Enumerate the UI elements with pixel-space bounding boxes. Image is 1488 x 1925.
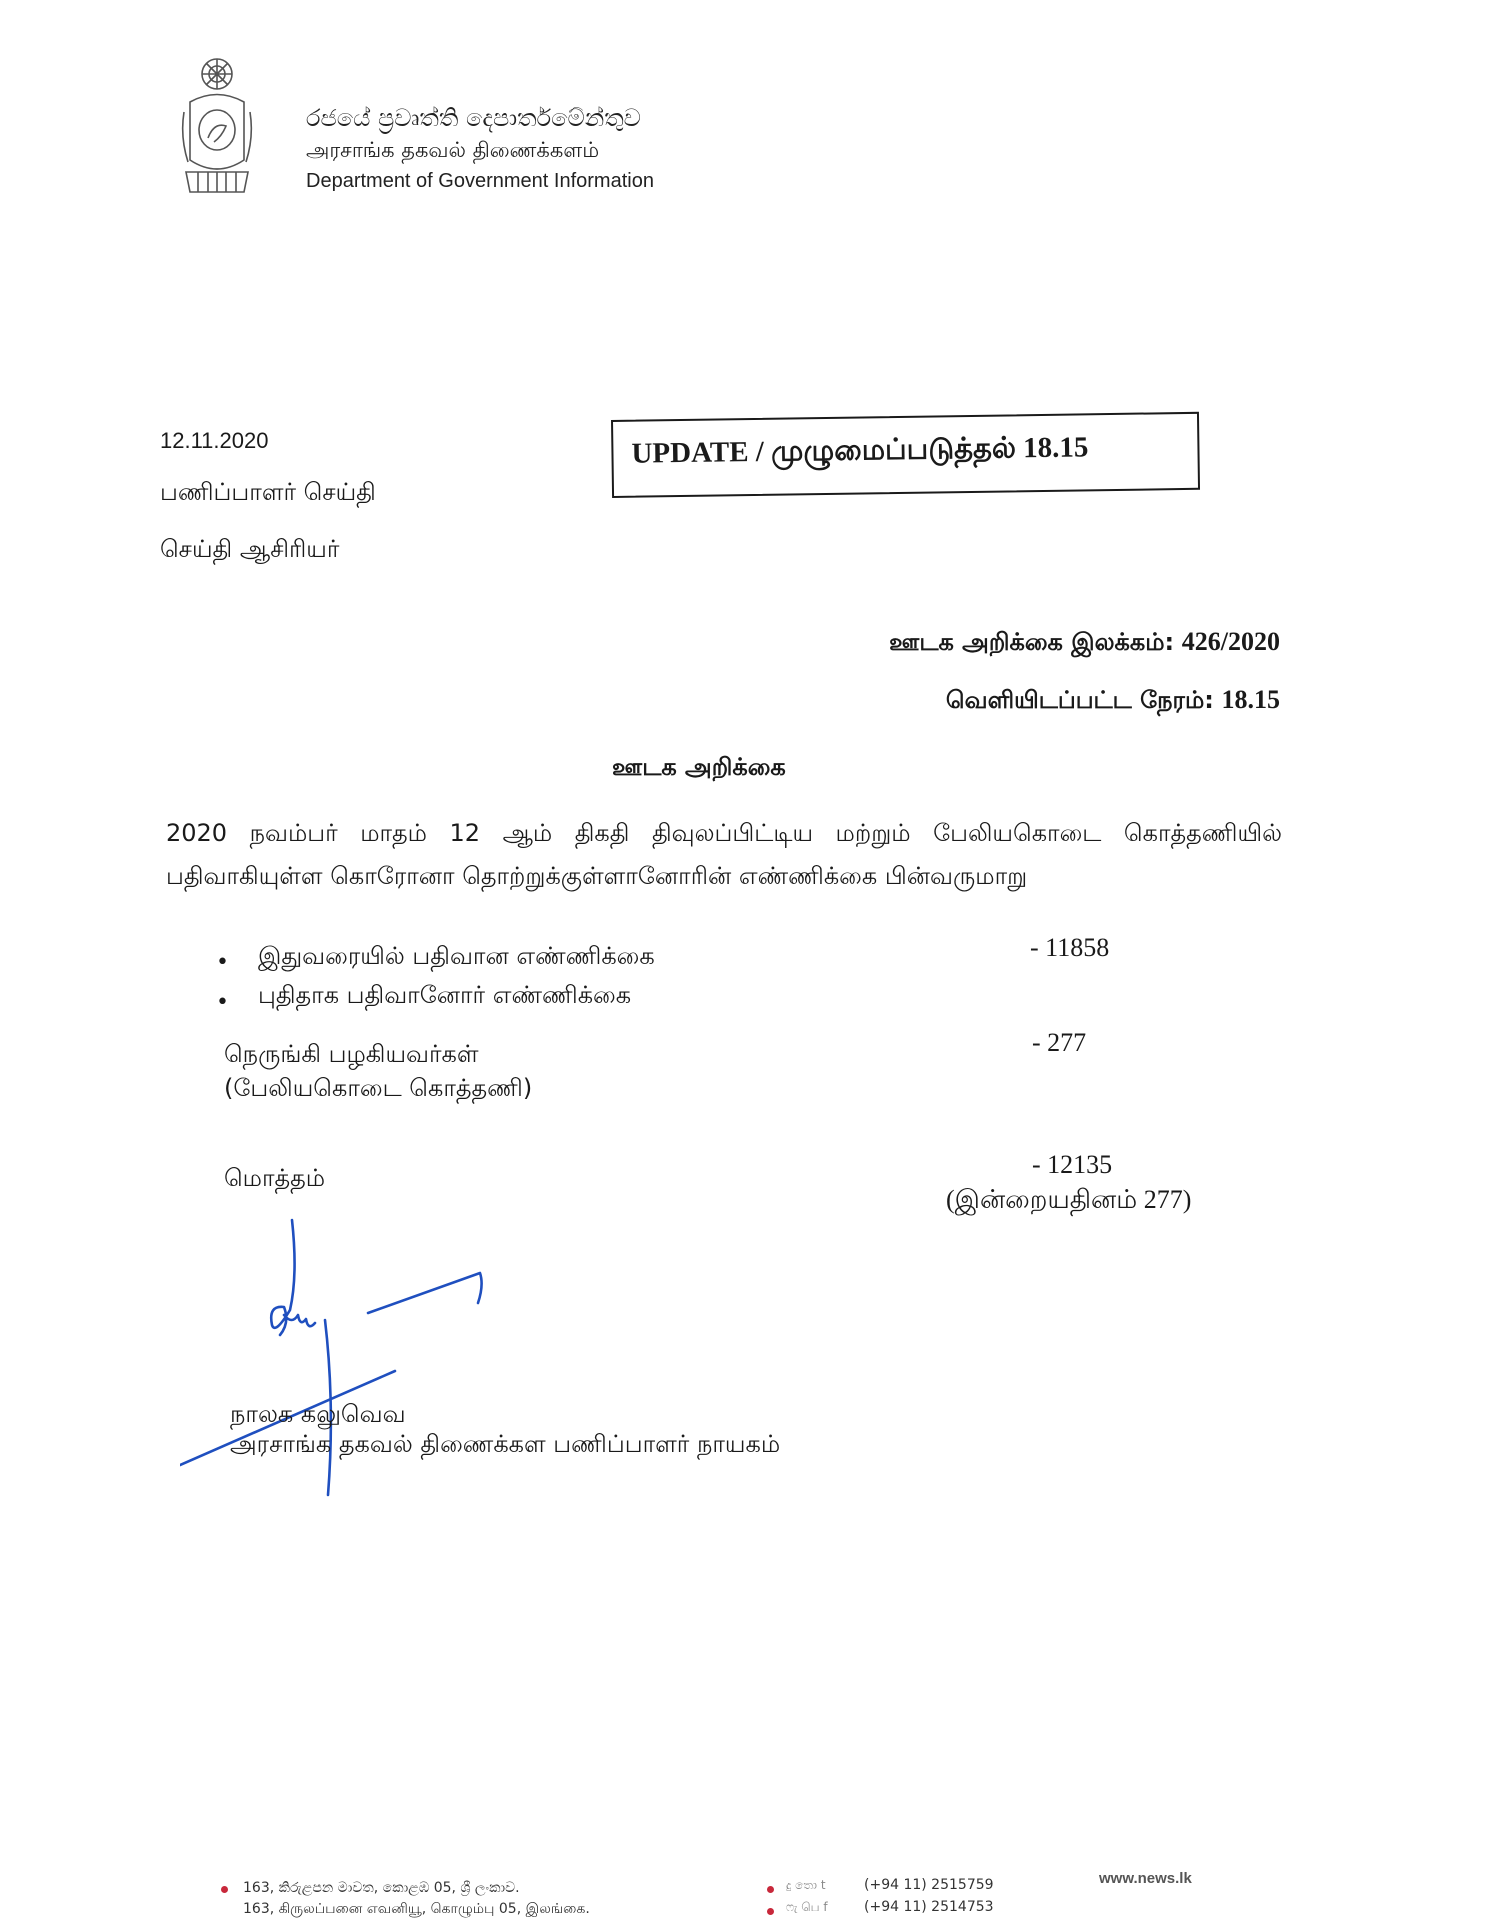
body-paragraph: 2020 நவம்பர் மாதம் 12 ஆம் திகதி திவுலப்பிட்டிய மற்றும் பேலியகொடை கொத்தணியில் பதிவாகியுள்ள கொரோனா தொற்றுக்குள்ளானோரின் எண்ணிக்கை பின்வருமாறு <box>166 819 1282 890</box>
footer-bullet-icon <box>767 1886 774 1893</box>
dept-name-english: Department of Government Information <box>306 170 654 192</box>
item-total-registered-value: - 11858 <box>1030 933 1110 962</box>
update-label: UPDATE / முழுமைப்படுத்தல் 18.15 <box>631 431 1089 470</box>
footer-bullet-icon <box>767 1908 774 1915</box>
dept-name-tamil: அரசாங்க தகவல் திணைக்களம் <box>306 138 600 162</box>
footer-address-sinhala: 163, කිරුළපන මාවත, කොළඹ 05, ශ්‍රී ලංකාව. <box>243 1880 520 1896</box>
addressee-line-2: செய்தி ஆசிரியர் <box>160 535 340 563</box>
release-number <box>889 627 1280 659</box>
total-label: மொத்தம் <box>224 1164 326 1192</box>
close-contacts-label: நெருங்கி பழகியவர்கள் <box>224 1040 479 1068</box>
addressee-line-1: பணிப்பாளர் செய்தி <box>160 478 376 506</box>
bullet-icon: • <box>216 990 229 1015</box>
footer-bullet-icon <box>221 1886 228 1893</box>
footer-address-tamil: 163, கிருலப்பனை எவனியூ, கொழும்பு 05, இலங்கை. <box>243 1901 590 1917</box>
total-today-note: (இன்றையதினம் 277) <box>946 1185 1192 1214</box>
document-title: ஊடக அறிக்கை <box>612 753 786 781</box>
release-time-value: 18.15 <box>1221 685 1280 714</box>
close-contacts-value: - 277 <box>1032 1028 1087 1057</box>
release-number-label: ஊடக அறிக்கை இலக்கம்: <box>889 628 1175 656</box>
phone-icon: දු තො t <box>786 1878 826 1892</box>
signer-title: அரசாங்க தகவல் திணைக்கள பணிப்பாளர் நாயகம் <box>230 1430 781 1458</box>
footer-fax: (+94 11) 2514753 <box>864 1899 994 1915</box>
sri-lanka-emblem <box>178 52 256 202</box>
item-total-registered-label: இதுவரையில் பதிவான எண்ணிக்கை <box>258 942 655 970</box>
close-contacts-sublabel: (பேலியகொடை கொத்தணி) <box>224 1074 533 1102</box>
website-link[interactable]: www.news.lk <box>1099 1870 1192 1887</box>
fax-icon: ෆැ பெ f <box>786 1900 828 1914</box>
footer-phone[interactable]: (+94 11) 2515759 <box>864 1877 994 1893</box>
dept-name-sinhala: රජයේ ප්‍රවෘත්ති දෙපාර්තමේන්තුව <box>306 104 641 132</box>
document-date: 12.11.2020 <box>160 428 269 453</box>
bullet-icon: • <box>216 950 229 975</box>
total-value: - 12135 <box>1032 1150 1113 1179</box>
update-box <box>611 412 1200 498</box>
release-time-label: வெளியிடப்பட்ட நேரம்: <box>945 686 1214 714</box>
release-number-value: 426/2020 <box>1181 627 1280 656</box>
signer-name: நாலக கலுவெவ <box>230 1400 406 1428</box>
item-new-cases-label: புதிதாக பதிவானோர் எண்ணிக்கை <box>258 981 632 1009</box>
release-time <box>946 685 1280 717</box>
